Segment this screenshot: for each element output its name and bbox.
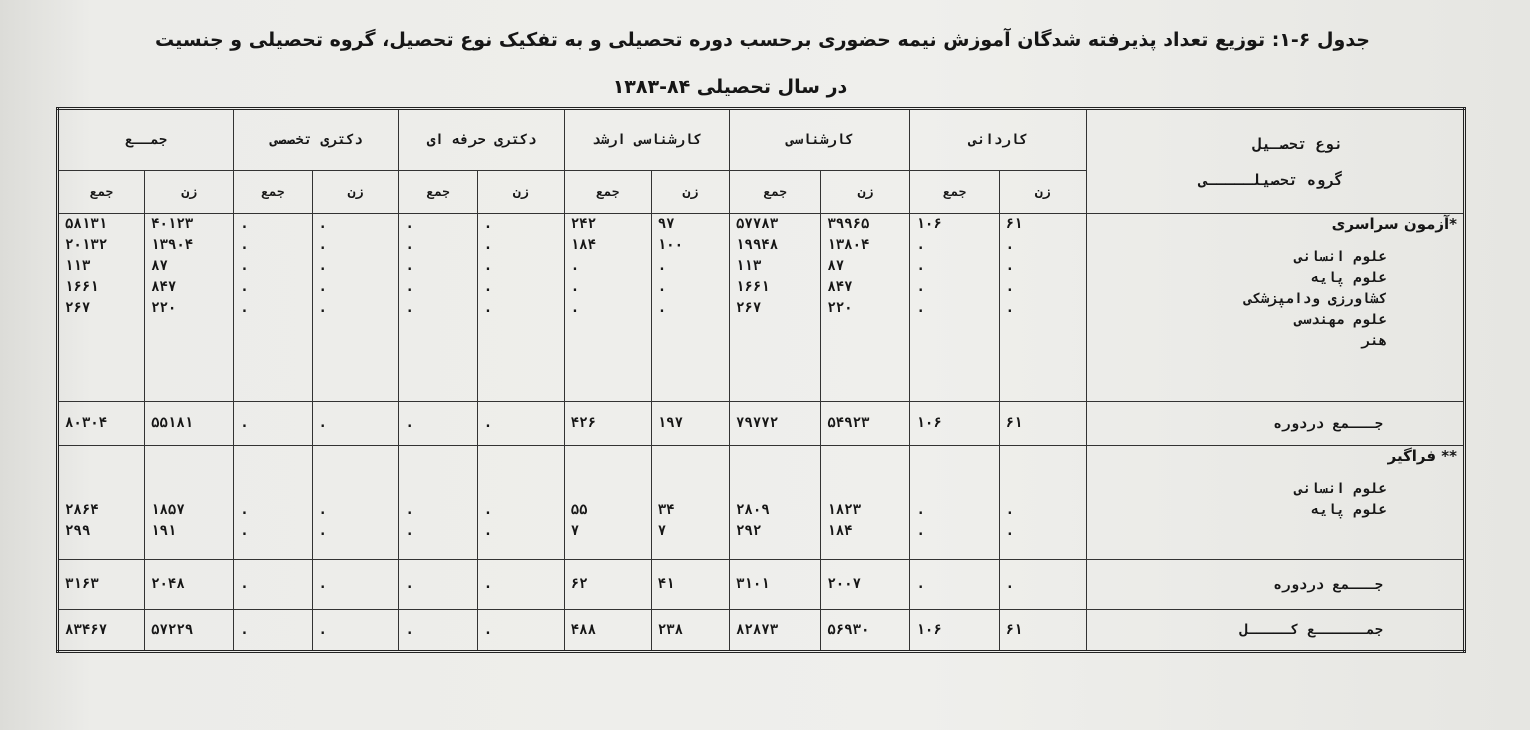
- cell-value: هنر: [1361, 333, 1387, 349]
- cell-value: .: [240, 258, 249, 274]
- cell-value: علوم مهندسی: [1294, 312, 1387, 328]
- cell-value: .: [916, 523, 925, 539]
- cell-value: .: [1005, 237, 1015, 253]
- cell-value: کشاورزی ودامپزشکی: [1243, 291, 1387, 307]
- cell-value: علوم پایه: [1311, 502, 1387, 518]
- cell-value: .: [240, 216, 249, 232]
- cell-value: .: [318, 237, 327, 253]
- cell-kardani-jam: [910, 214, 999, 402]
- cell-value: ۴۰۱۲۳: [151, 216, 194, 232]
- cell-value: .: [240, 279, 249, 295]
- grand-total-cell: ۸۳۴۶۷: [58, 610, 145, 652]
- cell-arshad-jam: [564, 446, 651, 560]
- cell-value: ۸۷: [827, 258, 845, 274]
- cell-value: ۱۶۶۱: [65, 279, 99, 295]
- total-cell: ۲۰۴۸: [145, 560, 234, 610]
- cell-value: ۷: [570, 523, 580, 539]
- cell-value: ۸۴۷: [827, 279, 853, 295]
- cell-value: .: [1005, 502, 1015, 518]
- field-header-line1: نوع تحصـیل: [1252, 134, 1343, 153]
- subheader-zan: زن: [999, 171, 1086, 214]
- grand-total-cell: ۴۸۸: [564, 610, 651, 652]
- cell-value: ۱۸۲۳: [827, 502, 862, 518]
- total-cell: .: [477, 560, 564, 610]
- total-label: جـــمع دردوره: [1086, 560, 1464, 610]
- header-kardani: کاردانی: [910, 109, 1086, 171]
- total-label: جـــمع دردوره: [1086, 402, 1464, 446]
- cell-value: ۱۰۰: [657, 237, 684, 253]
- total-cell: .: [312, 560, 399, 610]
- cell-herfei-jam: [399, 214, 477, 402]
- cell-value: .: [1005, 300, 1015, 316]
- cell-value: ۲۲۰: [151, 300, 177, 316]
- total-cell: .: [399, 560, 477, 610]
- grand-total-cell: .: [312, 610, 399, 652]
- section-sarasari-title: *آزمون سراسری: [1331, 215, 1457, 233]
- subheader-jam: جمع: [564, 171, 651, 214]
- cell-value: .: [240, 502, 249, 518]
- cell-value: علوم انسانی: [1294, 249, 1387, 265]
- header-jam: جمــع: [58, 109, 234, 171]
- cell-takhassosi-jam: [234, 214, 312, 402]
- cell-karshenasi-zan: [821, 214, 910, 402]
- section-sarasari-label: [1086, 214, 1464, 402]
- subheader-jam: جمع: [234, 171, 312, 214]
- total-cell: ۵۴۹۲۳: [821, 402, 910, 446]
- cell-value: .: [570, 300, 580, 316]
- cell-herfei-jam: [399, 446, 477, 560]
- field-list: [1093, 247, 1457, 352]
- table-title: جدول ۶-۱: توزیع تعداد پذیرفته شدگان آموزش نیمه حضوری برحسب دوره تحصیلی و به تفکیک نوع تحصیل، گروه تحصیلی و جنسیت: [155, 29, 1370, 51]
- cell-value: ۱۸۵۷: [151, 502, 185, 518]
- total-cell: ۳۱۰۱: [730, 560, 821, 610]
- section-faragir-title: ** فراگیر: [1387, 447, 1457, 465]
- cell-value: .: [240, 300, 249, 316]
- grand-total-cell: .: [234, 610, 312, 652]
- cell-value: .: [657, 279, 667, 295]
- cell-karshenasi-jam: [730, 446, 821, 560]
- cell-value: .: [483, 502, 493, 518]
- cell-value: .: [318, 216, 327, 232]
- total-cell: ۸۰۳۰۴: [58, 402, 145, 446]
- cell-takhassosi-zan: [312, 446, 399, 560]
- total-cell: .: [312, 402, 399, 446]
- cell-kardani-zan: [999, 214, 1086, 402]
- cell-value: .: [318, 279, 327, 295]
- cell-value: .: [405, 237, 414, 253]
- total-cell: .: [234, 402, 312, 446]
- cell-value: .: [318, 258, 327, 274]
- grand-total-cell: ۱۰۶: [910, 610, 999, 652]
- field-list: [1093, 479, 1457, 521]
- section-sarasari-total: [58, 402, 1465, 446]
- total-cell: ۴۱: [651, 560, 729, 610]
- field-header-line2: گروه تحصیلـــــی: [1198, 170, 1343, 189]
- cell-jam-zan: [145, 446, 234, 560]
- cell-value: .: [405, 502, 414, 518]
- cell-value: .: [240, 237, 249, 253]
- grand-total-cell: .: [399, 610, 477, 652]
- cell-value: .: [483, 216, 493, 232]
- cell-value: .: [916, 502, 925, 518]
- cell-jam-zan: [145, 214, 234, 402]
- cell-value: .: [657, 258, 667, 274]
- cell-kardani-jam: [910, 446, 999, 560]
- table-subtitle: در سال تحصیلی ۸۴-۱۳۸۳: [612, 76, 848, 98]
- cell-value: .: [483, 279, 493, 295]
- cell-arshad-jam: [564, 214, 651, 402]
- cell-karshenasi-jam: [730, 214, 821, 402]
- cell-value: ۳۴: [657, 502, 675, 518]
- grand-total-cell: .: [477, 610, 564, 652]
- section-faragir-label: [1086, 446, 1464, 560]
- subheader-jam: جمع: [730, 171, 821, 214]
- cell-value: ۸۷: [151, 258, 168, 274]
- cell-value: ۱۰۶: [916, 216, 942, 232]
- cell-herfei-zan: [477, 446, 564, 560]
- cell-value: .: [405, 279, 414, 295]
- total-cell: ۲۰۰۷: [821, 560, 910, 610]
- header-karshenasi-arshad: کارشناسی ارشد: [564, 109, 729, 171]
- cell-value: .: [405, 258, 414, 274]
- cell-value: .: [1005, 258, 1015, 274]
- cell-value: .: [916, 300, 925, 316]
- cell-value: ۵۸۱۳۱: [65, 216, 108, 232]
- cell-herfei-zan: [477, 214, 564, 402]
- header-karshenasi: کارشناسی: [730, 109, 910, 171]
- cell-value: .: [318, 300, 327, 316]
- cell-value: .: [405, 216, 414, 232]
- cell-value: ۲۶۷: [736, 300, 762, 316]
- cell-value: ۱۳۸۰۴: [827, 237, 870, 253]
- cell-kardani-zan: [999, 446, 1086, 560]
- total-cell: ۵۵۱۸۱: [145, 402, 234, 446]
- cell-value: ۵۷۷۸۳: [736, 216, 779, 232]
- cell-value: ۲۶۷: [65, 300, 91, 316]
- cell-value: ۱۸۴: [827, 523, 853, 539]
- admissions-table: [56, 107, 1466, 653]
- cell-value: .: [570, 258, 580, 274]
- cell-value: علوم انسانی: [1294, 481, 1387, 497]
- total-cell: ۳۱۶۳: [58, 560, 145, 610]
- grand-total-cell: ۵۷۲۲۹: [145, 610, 234, 652]
- cell-value: ۲۹۹: [65, 523, 91, 539]
- total-cell: ۱۹۷: [651, 402, 729, 446]
- subheader-jam: جمع: [910, 171, 999, 214]
- cell-value: .: [483, 523, 493, 539]
- field-header: [1086, 109, 1464, 214]
- cell-value: ۶۱: [1005, 216, 1023, 232]
- cell-value: ۱۶۶۱: [736, 279, 770, 295]
- section-faragir-total: [58, 560, 1465, 610]
- subheader-zan: زن: [477, 171, 564, 214]
- cell-jam-jam: [58, 214, 145, 402]
- total-cell: .: [910, 560, 999, 610]
- cell-takhassosi-jam: [234, 446, 312, 560]
- cell-value: .: [483, 258, 493, 274]
- cell-value: ۲۴۲: [570, 216, 597, 232]
- cell-value: .: [318, 523, 327, 539]
- cell-value: .: [1005, 279, 1015, 295]
- subheader-zan: زن: [651, 171, 729, 214]
- total-cell: ۶۱: [999, 402, 1086, 446]
- cell-value: .: [916, 279, 925, 295]
- cell-value: ۹۷: [657, 216, 675, 232]
- cell-value: ۲۲۰: [827, 300, 853, 316]
- subheader-jam: جمع: [58, 171, 145, 214]
- header-doctori-takhassosi: دکتری تخصصی: [234, 109, 399, 171]
- cell-value: ۵۵: [570, 502, 588, 518]
- cell-value: ۲۸۶۴: [65, 502, 99, 518]
- cell-value: ۱۸۴: [570, 237, 597, 253]
- cell-value: .: [483, 300, 493, 316]
- cell-jam-jam: [58, 446, 145, 560]
- cell-value: .: [570, 279, 580, 295]
- header-row-main: [58, 109, 1465, 171]
- cell-value: ۲۸۰۹: [736, 502, 770, 518]
- cell-value: ۱۱۳: [736, 258, 762, 274]
- grand-total-cell: ۲۳۸: [651, 610, 729, 652]
- cell-value: ۳۹۹۶۵: [827, 216, 870, 232]
- subheader-jam: جمع: [399, 171, 477, 214]
- cell-value: ۱۱۳: [65, 258, 91, 274]
- grand-total-label: جمــــــع کـــــل: [1086, 610, 1464, 652]
- total-cell: .: [399, 402, 477, 446]
- total-cell: ۷۹۷۷۲: [730, 402, 821, 446]
- cell-value: ۱۳۹۰۴: [151, 237, 194, 253]
- total-cell: ۴۲۶: [564, 402, 651, 446]
- grand-total-cell: ۵۶۹۳۰: [821, 610, 910, 652]
- cell-value: .: [405, 523, 414, 539]
- subheader-zan: زن: [145, 171, 234, 214]
- cell-value: .: [916, 258, 925, 274]
- section-faragir: [58, 446, 1465, 560]
- total-cell: .: [234, 560, 312, 610]
- section-sarasari: [58, 214, 1465, 402]
- grand-total-cell: ۸۲۸۷۳: [730, 610, 821, 652]
- cell-value: ۲۰۱۳۲: [65, 237, 108, 253]
- cell-value: ۸۴۷: [151, 279, 177, 295]
- total-cell: ۶۲: [564, 560, 651, 610]
- cell-value: علوم پایه: [1311, 270, 1387, 286]
- cell-arshad-zan: [651, 214, 729, 402]
- grand-total-row: [58, 610, 1465, 652]
- cell-value: .: [657, 300, 667, 316]
- cell-arshad-zan: [651, 446, 729, 560]
- header-doctori-herfei: دکتری حرفه ای: [399, 109, 564, 171]
- cell-value: ۱۹۱: [151, 523, 177, 539]
- cell-value: ۲۹۲: [736, 523, 762, 539]
- cell-value: .: [318, 502, 327, 518]
- cell-value: .: [240, 523, 249, 539]
- cell-value: ۷: [657, 523, 667, 539]
- cell-value: .: [916, 237, 925, 253]
- total-cell: .: [477, 402, 564, 446]
- cell-karshenasi-zan: [821, 446, 910, 560]
- subheader-zan: زن: [312, 171, 399, 214]
- subheader-zan: زن: [821, 171, 910, 214]
- cell-value: .: [1005, 523, 1015, 539]
- total-cell: .: [999, 560, 1086, 610]
- cell-value: .: [405, 300, 414, 316]
- cell-value: .: [483, 237, 493, 253]
- cell-value: ۱۹۹۴۸: [736, 237, 779, 253]
- total-cell: ۱۰۶: [910, 402, 999, 446]
- grand-total-cell: ۶۱: [999, 610, 1086, 652]
- cell-takhassosi-zan: [312, 214, 399, 402]
